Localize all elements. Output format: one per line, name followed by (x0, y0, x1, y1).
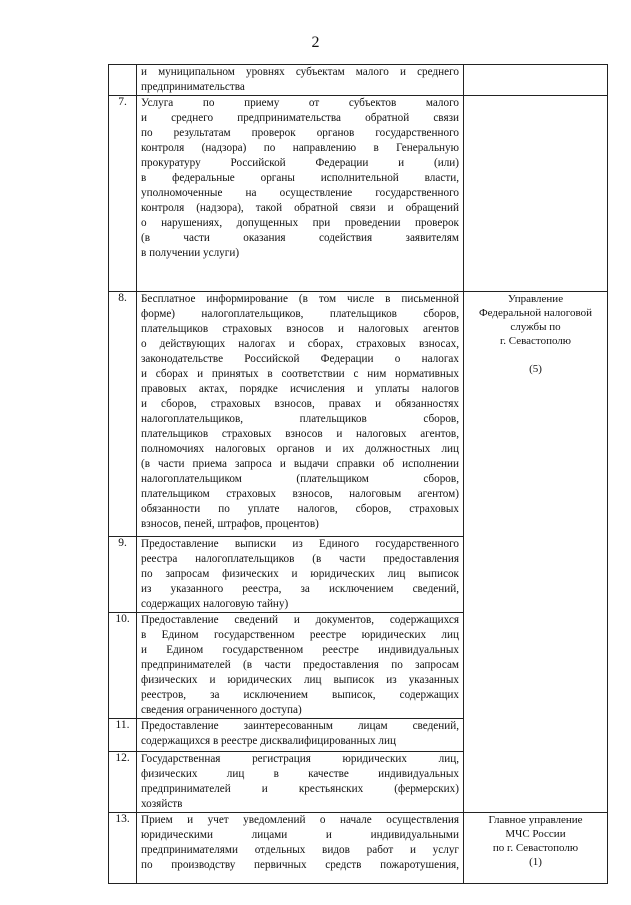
text-line: обязанности по уплате налогов, сборов, страховых (141, 503, 459, 515)
row-description (137, 537, 464, 613)
text-line: (в части приема запроса и выдачи справки об исполнении (141, 458, 459, 470)
row-number: 8. (109, 292, 137, 537)
text-line: и сборов, страховых взносов, правах и обязанностях (141, 398, 459, 410)
organization-name-line: Федеральной налоговой (478, 307, 592, 319)
text-line: о нарушениях, допущенных при проведении проверок (141, 217, 459, 229)
text-line: предпринимателей и крестьянских (фермерских) (141, 783, 459, 795)
row-number: 7. (109, 96, 137, 292)
text-line: реестра налогоплательщиков (в части предоставления (141, 553, 459, 565)
text-line: о действующих налогах и сборах, страховых взносах, (141, 338, 459, 350)
text-line: законодательстве Российской Федерации о налогах (141, 353, 459, 365)
text-line: по результатам проверок органов государственного (141, 127, 459, 139)
row-number: 9. (109, 537, 137, 613)
text-line: предпринимательства (141, 81, 245, 93)
row-description (137, 613, 464, 719)
responsible-organization-fns (464, 292, 608, 813)
text-line: содержащих налоговую тайну) (141, 598, 289, 610)
text-line: Прием и учет уведомлений о начале осуществления (141, 814, 459, 826)
table-row (109, 813, 608, 884)
text-line: по запросам физических и юридических лиц выписок (141, 568, 459, 580)
text-line: правовых актах, порядке исчисления и уплаты налогов (141, 383, 459, 395)
text-line: в Едином государственном реестре юридических лиц (141, 629, 459, 641)
organization-name-line: Главное управление (488, 814, 583, 826)
text-line: из указанного реестра, за исключением сведений, (141, 583, 459, 595)
text-line: и среднего предпринимательства обратной связи (141, 112, 459, 124)
row-number: 13. (109, 813, 137, 884)
text-line: уполномоченные на осуществление государственного (141, 187, 459, 199)
row-description (137, 719, 464, 752)
text-line: Государственная регистрация юридических лиц, (141, 753, 459, 765)
organization-name-line: по г. Севастополю (492, 842, 579, 854)
text-line: Предоставление заинтересованным лицам сведений, (141, 720, 459, 732)
organization-name-line: Управление (507, 293, 564, 305)
text-line: и Едином государственном реестре индивидуальных (141, 644, 459, 656)
text-line: налогоплательщиком (плательщиком сборов, (141, 473, 459, 485)
row-description (137, 813, 464, 884)
text-line: физических и юридических лиц выписок из указанных (141, 674, 459, 686)
responsible-organization (464, 65, 608, 96)
text-line: Услуга по приему от субъектов малого (141, 97, 459, 109)
text-line: и сборах и принятых в соответствии с ним нормативных (141, 368, 459, 380)
table-row (109, 96, 608, 292)
table-row (109, 65, 608, 96)
text-line: сведения ограниченного доступа) (141, 704, 302, 716)
row-number: 12. (109, 752, 137, 813)
text-line: контроля (надзора), такой обратной связи и обращений (141, 202, 459, 214)
row-description (137, 752, 464, 813)
row-number (109, 65, 137, 96)
text-line: плательщиком страховых взносов, налоговым агентом) (141, 488, 459, 500)
responsible-organization-mchs (464, 813, 608, 884)
text-line: предпринимателей (в части предоставления по запросам (141, 659, 459, 671)
text-line: контроля (надзора) по направлению в Генеральную (141, 142, 459, 154)
text-line: налогоплательщиков, плательщиков сборов, (141, 413, 459, 425)
text-line: взносов, пеней, штрафов, процентов) (141, 518, 319, 530)
row-number: 11. (109, 719, 137, 752)
text-line: юридическими лицами и индивидуальными (141, 829, 459, 841)
text-line: (в части оказания содействия заявителям (141, 232, 459, 244)
row-description (137, 65, 464, 96)
text-line: предпринимателями отдельных видов работ и услуг (141, 844, 459, 856)
service-count: (1) (529, 856, 542, 868)
text-line: и муниципальном уровнях субъектам малого и среднего (141, 66, 459, 78)
text-line: полномочиях налоговых органов и их должностных лиц (141, 443, 459, 455)
service-count: (5) (529, 363, 542, 375)
text-line: прокуратуру Российской Федерации и (или) (141, 157, 459, 169)
responsible-organization (464, 96, 608, 292)
text-line: хозяйств (141, 798, 183, 810)
text-line: плательщиков страховых взносов и налоговых агентов, (141, 428, 459, 440)
text-line: по производству первичных средств пожаротушения, (141, 859, 459, 871)
row-description (137, 96, 464, 292)
text-line: в федеральные органы исполнительной власти, (141, 172, 459, 184)
table-row (109, 292, 608, 537)
organization-name-line: службы по (510, 321, 561, 333)
text-line: Предоставление выписки из Единого государственного (141, 538, 459, 550)
text-line: физических лиц в качестве индивидуальных (141, 768, 459, 780)
text-line: содержащихся в реестре дисквалифицированных лиц (141, 735, 396, 747)
text-line: форме) налогоплательщиков, плательщиков сборов, (141, 308, 459, 320)
page-number: 2 (311, 34, 320, 51)
services-table (108, 64, 608, 884)
text-line: в получении услуги) (141, 247, 240, 259)
text-line: Предоставление сведений и документов, содержащихся (141, 614, 459, 626)
text-line: реестров, за исключением выписок, содержащих (141, 689, 459, 701)
text-line: Бесплатное информирование (в том числе в письменной (141, 293, 459, 305)
organization-name-line: МЧС России (505, 828, 566, 840)
row-description (137, 292, 464, 537)
row-number: 10. (109, 613, 137, 719)
organization-name-line: г. Севастополю (499, 335, 572, 347)
text-line: плательщиков страховых взносов и налоговых агентов (141, 323, 459, 335)
